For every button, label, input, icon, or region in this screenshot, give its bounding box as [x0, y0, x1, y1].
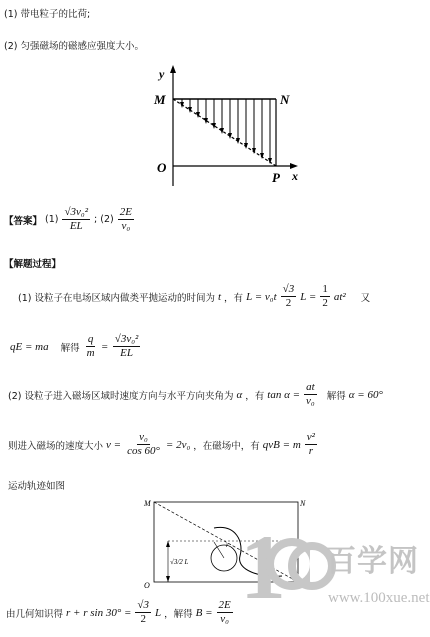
label-O: O: [157, 160, 167, 175]
watermark-logo-text: 百学网: [326, 544, 419, 579]
watermark: [240, 506, 430, 616]
process-line-5: 运动轨迹如图: [8, 481, 66, 492]
label-x: x: [292, 169, 298, 183]
process-line-6: 由几何知识得 r + r sin 30° = $\frac{√3}{2}$ L ，解得 B = $\frac{2E}{\text{v₀}}$: [6, 599, 231, 625]
label-P: P: [292, 573, 297, 582]
y-axis-arrow-icon: [170, 65, 176, 73]
label-N: N: [280, 92, 290, 107]
label-P: P: [272, 170, 280, 185]
process-line-1: (1) 设粒子在电场区域内做类平抛运动的时间为 t ，有 L = v₀t $\frac{√3}{2}$ L = $\frac{1}{2}$ at² 又: [18, 283, 371, 309]
watermark-url: www.100xue.net: [328, 590, 430, 606]
radius-line: [214, 542, 224, 558]
label-dim: √3/2 L: [170, 558, 189, 566]
process-line-2: qE = ma 解得 $\frac{q}{m}$ = $\frac{\text{√3v₀²}}{EL}$: [10, 333, 139, 359]
process-line-3: (2) 设粒子进入磁场区域时速度方向与水平方向夹角为 α ，有 tan α = $\frac{at}{\text{v₀}}$ 解得 α = 60°: [8, 381, 383, 407]
answer-part1: (1): [45, 214, 59, 225]
answer-heading: 【答案】: [4, 215, 43, 227]
diagonal-MP: [173, 99, 276, 166]
question-1: (1) 带电粒子的比荷;: [4, 9, 91, 20]
dim-arrow-up-icon: [166, 541, 170, 547]
label-r: r: [226, 541, 229, 549]
label-N: N: [300, 499, 306, 508]
answer-line: 【答案】 (1) $\frac{\text{√3v₀²}}{EL}$ ; (2) $\frac{2E}{\text{v₀}}$: [4, 206, 132, 232]
label-M: M: [154, 92, 166, 107]
question-2: (2) 匀强磁场的磁感应强度大小。: [4, 41, 144, 52]
label-O: O: [144, 581, 150, 590]
answer-part2: (2): [100, 214, 114, 225]
answer-1-fraction: $\frac{\text{√3v₀²}}{EL}$: [64, 206, 89, 232]
figure-field-diagram: [150, 62, 310, 192]
dim-arrow-down-icon: [166, 576, 170, 582]
label-M: M: [144, 499, 151, 508]
process-line-4: 则进入磁场的速度大小 v = $\frac{\text{v₀}}{\cos 60^\circ}$ = 2v₀ ，在磁场中，有 qvB = m $\frac{\text{v²}}{r}$: [8, 431, 315, 457]
svg-text:1: 1: [240, 516, 286, 616]
process-heading: 【解题过程】: [4, 259, 62, 270]
label-y: y: [159, 67, 165, 81]
answer-2-fraction: $\frac{2E}{\text{v₀}}$: [119, 206, 132, 232]
